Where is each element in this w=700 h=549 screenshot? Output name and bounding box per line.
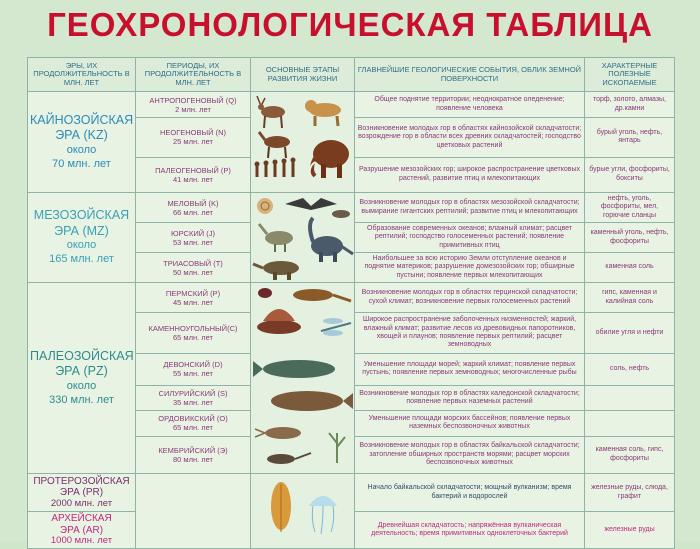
dimetrodon-icon [257, 309, 301, 334]
minerals-jurassic: каменный уголь, нефть, фосфориты [585, 223, 675, 253]
era-code: ЭРА (PR) [59, 487, 104, 499]
minerals-neogene: бурый уголь, нефть, янтарь [585, 118, 675, 157]
pterosaur-icon [285, 198, 337, 210]
era-name: ПРОТЕРОЗОЙСКАЯ [33, 475, 130, 487]
jellyfish-icon [309, 496, 337, 534]
era-duration: 70 млн. лет [52, 157, 111, 170]
event-paleogene: Разрушение мезозойских гор; широкое распространение цветковых растений, развитие птиц и млекопитающих [355, 157, 585, 192]
cenozoic-animals-illustration [251, 92, 355, 192]
dinosaur-icon [259, 224, 293, 252]
header-periods: ПЕРИОДЫ, ИХ ПРОДОЛЖИТЕЛЬНОСТЬ В МЛН. ЛЕТ [136, 58, 251, 92]
header-life: ОСНОВНЫЕ ЭТАПЫ РАЗВИТИЯ ЖИЗНИ [251, 58, 355, 92]
event-neogene: Возникновение молодых гор в областях кайнозойской складчатости; возрождение гор в области всех древних складчатостей; господство цветковых растений [355, 118, 585, 157]
minerals-anthropogene: торф, золото, алмазы, др.камни [585, 92, 675, 118]
page-title: ГЕОХРОНОЛОГИЧЕСКАЯ ТАБЛИЦА [47, 6, 653, 43]
era-duration: 2000 млн. лет [50, 497, 113, 509]
minerals-proterozoic: железные руды, слюда, графит [585, 474, 675, 512]
minerals-permian: гипс, каменная и калийная соль [585, 283, 675, 313]
period-duration: 25 млн. лет [172, 137, 213, 147]
life-mesozoic [251, 193, 355, 283]
period-triassic [136, 253, 251, 283]
dragonfly-icon [321, 318, 351, 336]
era-code: ЭРА (KZ) [55, 128, 108, 143]
minerals-devonian: соль, нефть [585, 353, 675, 385]
lizard-icon [293, 289, 351, 301]
minerals-triassic: каменная соль [585, 253, 675, 283]
period-name: МЕЛОВЫЙ (K) [167, 198, 219, 208]
event-silurian: Возникновение молодых гор в областях каледонской складчатости; появление первых наземных растений [355, 386, 585, 411]
period-duration: 65 млн. лет [172, 333, 213, 343]
period-name: ОРДОВИКСКИЙ (O) [158, 414, 228, 424]
era-duration: 165 млн. лет [49, 253, 114, 266]
period-name: ПАЛЕОГЕНОВЫЙ (P) [155, 165, 231, 175]
era-duration: 330 млн. лет [49, 393, 114, 406]
event-devonian: Уменьшение площади морей; жаркий климат; появление первых пустынь; появление первых земноводных; многочисленные рыбы [355, 353, 585, 385]
saber-tooth-cat-icon [305, 100, 341, 126]
era-about: около [66, 379, 97, 392]
event-cambrian: Возникновение молодых гор в областях байкальской складчатости; затопление обширных пространств морями; расцвет морских беспозвоночных животных [355, 436, 585, 473]
coral-icon [329, 433, 345, 463]
period-duration: 65 млн. лет [172, 423, 213, 433]
era-cenozoic [28, 92, 136, 193]
era-about: около [66, 239, 97, 252]
horse-icon [259, 132, 290, 158]
era-name: КАЙНОЗОЙСКАЯ [30, 112, 134, 127]
period-duration: 45 млн. лет [172, 297, 213, 307]
period-duration: 53 млн. лет [172, 237, 213, 247]
period-duration: 80 млн. лет [172, 454, 213, 464]
era-duration: 1000 млн. лет [50, 535, 113, 547]
minerals-cambrian: каменная соль, гипс, фосфориты [585, 436, 675, 473]
event-cretaceous: Возникновение молодых гор в областях мезозойской складчатости; вымирание гигантских рептилий; развитие птиц и млекопитающих [355, 193, 585, 223]
event-permian: Возникновение молодых гор в областях герцинской складчатости; сухой климат; возникновение первых голосеменных растений [355, 283, 585, 313]
event-ordovician: Уменьшение площади морских бассейнов; появление первых наземных беспозвоночных животных [355, 411, 585, 436]
era-archean [28, 512, 136, 549]
header-minerals: ХАРАКТЕРНЫЕ ПОЛЕЗНЫЕ ИСКОПАЕМЫЕ [585, 58, 675, 92]
period-neogene [136, 118, 251, 157]
era-name: АРХЕЙСКАЯ [51, 513, 112, 525]
era-proterozoic [28, 474, 136, 512]
period-cambrian [136, 436, 251, 473]
fish-icon [253, 360, 335, 378]
minerals-paleogene: бурые угли, фосфориты, бокситы [585, 157, 675, 192]
life-precambrian [251, 474, 355, 549]
header-events: ГЛАВНЕЙШИЕ ГЕОЛОГИЧЕСКИЕ СОБЫТИЯ, ОБЛИК ЗЕМНОЙ ПОВЕРХНОСТИ [355, 58, 585, 92]
triassic-reptile-icon [253, 261, 299, 280]
period-name: ПЕРМСКИЙ (P) [165, 288, 221, 298]
period-duration: 35 млн. лет [172, 398, 213, 408]
period-jurassic [136, 223, 251, 253]
period-paleogene [136, 157, 251, 192]
mesozoic-animals-illustration [251, 194, 355, 282]
header-eras: ЭРЫ, ИХ ПРОДОЛЖИТЕЛЬНОСТЬ В МЛН. ЛЕТ [28, 58, 136, 92]
era-code: ЭРА (PZ) [55, 364, 108, 379]
era-name: МЕЗОЗОЙСКАЯ [33, 208, 130, 223]
deer-icon [257, 96, 285, 128]
paleozoic-animals-illustration [251, 283, 355, 473]
minerals-archean: железные руды [585, 512, 675, 549]
event-carboniferous: Широкое распространение заболоченных низменностей; жаркий, влажный климат; развитие лесов из древовидных папоротников, хвощей и плаунов; появление первых рептилий; расцвет земноводных [355, 313, 585, 353]
era-name: ПАЛЕОЗОЙСКАЯ [30, 348, 134, 363]
period-name: ТРИАСОВЫЙ (T) [163, 258, 223, 268]
beetle-icon [258, 288, 272, 298]
geochronology-table [27, 57, 675, 549]
sea-pen-icon [271, 482, 291, 532]
minerals-ordovician [585, 411, 675, 436]
period-duration: 50 млн. лет [172, 267, 213, 277]
human-evolution-icon [255, 158, 296, 178]
period-name: НЕОГЕНОВЫЙ (N) [159, 128, 227, 138]
period-duration: 66 млн. лет [172, 207, 213, 217]
period-silurian [136, 386, 251, 411]
period-duration: 55 млн. лет [172, 369, 213, 379]
life-paleozoic [251, 283, 355, 474]
period-duration: 41 млн. лет [172, 174, 213, 184]
minerals-carboniferous: обилие угля и нефти [585, 313, 675, 353]
period-carboniferous [136, 313, 251, 353]
mammoth-icon [310, 140, 349, 178]
ammonite-icon [257, 198, 273, 214]
era-code: ЭРА (AR) [59, 524, 104, 536]
period-name: СИЛУРИЙСКИЙ (S) [158, 389, 228, 399]
armored-fish-icon [271, 391, 353, 411]
period-name: АНТРОПОГЕНОВЫЙ (Q) [149, 95, 237, 105]
trilobite-icon [255, 427, 301, 439]
era-paleozoic [28, 283, 136, 474]
event-proterozoic: Начало байкальской складчатости; мощный вулканизм; время бактерий и водорослей [355, 474, 585, 512]
period-name: ЮРСКИЙ (J) [171, 228, 215, 238]
period-name: ДЕВОНСКИЙ (D) [163, 360, 223, 370]
era-code: ЭРА (MZ) [54, 223, 109, 238]
period-ordovician [136, 411, 251, 436]
brontosaurus-icon [310, 218, 353, 262]
event-jurassic: Образование современных океанов; влажный климат; расцвет рептилий; господство голосеменных растений; появление примитивных птиц [355, 223, 585, 253]
sea-scorpion-icon [267, 453, 311, 464]
period-duration: 2 млн. лет [175, 104, 211, 114]
event-archean: Древнейшая складчатость; напряжённая вулканическая деятельность; время примитивных одноклеточных бактерий [355, 512, 585, 549]
period-anthropogene [136, 92, 251, 118]
period-name: КАМЕННОУГОЛЬНЫЙ(C) [148, 324, 238, 334]
minerals-silurian [585, 386, 675, 411]
period-devonian [136, 353, 251, 385]
precambrian-organisms-illustration [251, 476, 355, 546]
minerals-cretaceous: нефть, уголь, фосфориты, мел, горючие сланцы [585, 193, 675, 223]
event-anthropogene: Общее поднятие территории; неоднократное оледенение; появление человека [355, 92, 585, 118]
small-mammal-icon [332, 210, 350, 218]
era-about: около [66, 143, 97, 156]
period-permian [136, 283, 251, 313]
precambrian-periods-empty [136, 474, 251, 549]
event-triassic: Наибольшее за всю историю Земли отступление океанов и поднятие материков; разрушение домезозойских гор; обширные пустыни; появление первых млекопитающих [355, 253, 585, 283]
era-mesozoic [28, 193, 136, 283]
life-cenozoic [251, 92, 355, 193]
period-cretaceous [136, 193, 251, 223]
period-name: КЕМБРИЙСКИЙ (Э) [158, 445, 228, 455]
